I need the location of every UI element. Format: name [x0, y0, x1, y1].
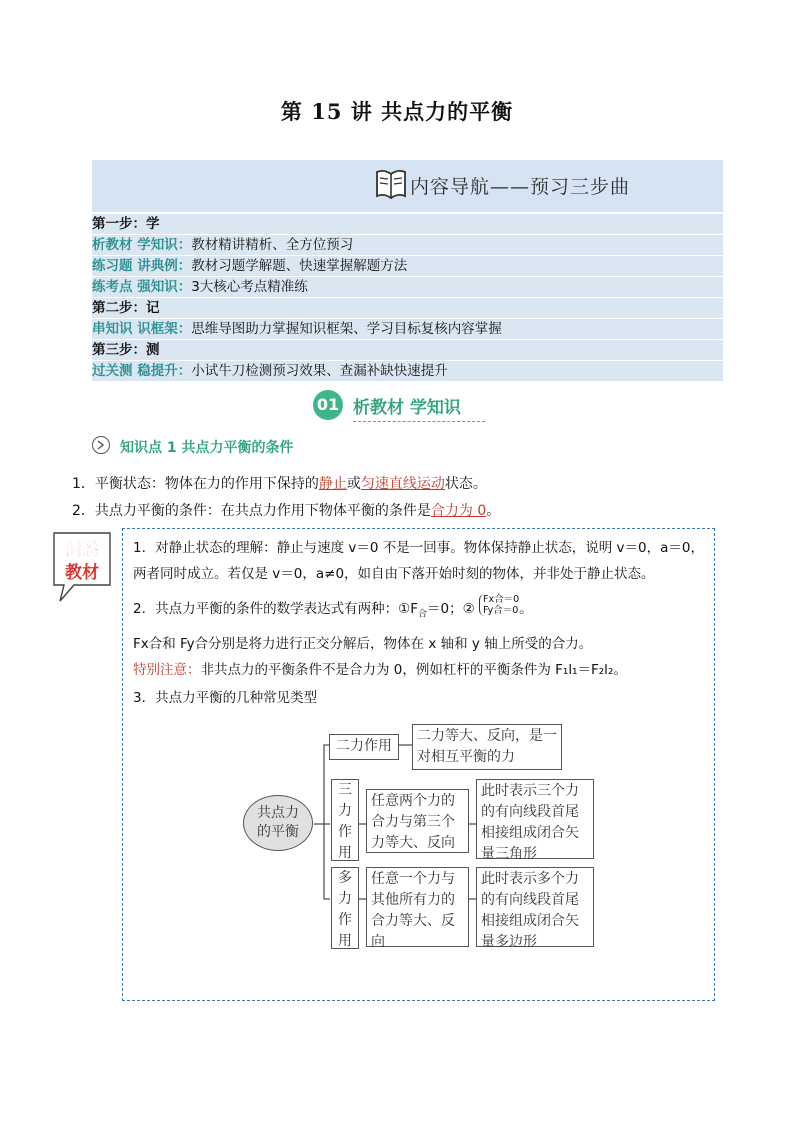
nav-row [92, 361, 723, 381]
equation-x: Fx合＝0 [482, 594, 520, 605]
diagram-multi-force-mid: 任意一个力与其他所有力的合力等大、反向 [366, 867, 469, 947]
paragraph-balance-condition [72, 500, 500, 520]
content-navigation [92, 160, 723, 379]
chevron-circle-icon [92, 436, 110, 454]
diagram-three-force: 三力作用 [331, 779, 359, 861]
nav-key: 析教材 学知识： [92, 237, 192, 253]
nav-value: 小试牛刀检测预习效果、查漏补缺快速提升 [191, 363, 448, 379]
box-line-4: Fx合和 Fy合分别是将力进行正交分解后，物体在 x 轴和 y 轴上所受的合力。 [133, 636, 593, 652]
equation-system [479, 594, 519, 616]
paragraph-balance-state [72, 473, 487, 493]
nav-header-text: 内容导航——预习三步曲 [410, 176, 631, 198]
nav-row [92, 319, 723, 339]
section-number: 01 [313, 390, 343, 420]
nav-row [92, 298, 723, 318]
special-note-label: 特别注意： [133, 662, 201, 678]
equation-y: Fy合＝0 [482, 605, 519, 616]
nav-row [92, 340, 723, 360]
page-title: 第 15 讲 共点力的平衡 [280, 99, 514, 124]
box-line-6: 3．共点力平衡的几种常见类型 [133, 690, 318, 706]
badge-line2: 教材 [65, 563, 99, 583]
insight-badge [52, 531, 112, 603]
diagram-three-force-desc: 此时表示三个力的有向线段首尾相接组成闭合矢量三角形 [476, 779, 594, 859]
diagram-two-force: 二力作用 [329, 734, 399, 760]
answer-underline: 静止 [318, 476, 347, 492]
nav-row [92, 235, 723, 255]
diagram-root: 共点力的平衡 [243, 795, 313, 851]
knowledge-point-title: 知识点 1 共点力平衡的条件 [120, 440, 294, 456]
box-line-3 [133, 594, 533, 620]
book-icon [375, 168, 407, 202]
nav-row [92, 256, 723, 276]
box-line-2: 两者同时成立。若仅是 v＝0，a≠0，如自由下落开始时刻的物体，并非处于静止状态。 [133, 566, 655, 582]
text: 1．平衡状态：物体在力的作用下保持的 [72, 476, 319, 492]
badge-line1: 洞悉 [65, 540, 99, 560]
nav-header [92, 160, 723, 212]
nav-key: 练习题 讲典例： [92, 258, 192, 274]
nav-step: 第三步：测 [92, 342, 160, 358]
section-heading [313, 390, 485, 422]
nav-row [92, 277, 723, 297]
text: 2．共点力平衡的条件：在共点力作用下物体平衡的条件是 [72, 503, 431, 519]
nav-step: 第一步：学 [92, 216, 160, 232]
speech-bubble-icon [52, 531, 112, 603]
nav-value: 3大核心考点精准练 [191, 279, 308, 295]
nav-row [92, 214, 723, 234]
diagram-multi-force: 多力作用 [331, 867, 359, 949]
text: 。 [519, 601, 533, 617]
diagram-three-force-mid: 任意两个力的合力与第三个力等大、反向 [366, 789, 469, 853]
text: 非共点力的平衡条件不是合力为 0，例如杠杆的平衡条件为 F₁l₁＝F₂l₂。 [200, 662, 627, 678]
subscript: 合 [417, 609, 427, 620]
diagram-two-force-desc: 二力等大、反向，是一对相互平衡的力 [412, 724, 562, 770]
nav-value: 教材精讲精析、全方位预习 [191, 237, 354, 253]
nav-key: 串知识 识框架： [92, 321, 192, 337]
diagram-multi-force-desc: 此时表示多个力的有向线段首尾相接组成闭合矢量多边形 [476, 867, 594, 947]
text: 或 [346, 476, 361, 492]
nav-key: 练考点 强知识： [92, 279, 192, 295]
answer-underline: 合力为 0 [430, 503, 487, 519]
nav-value: 思维导图助力掌握知识框架、学习目标复核内容掌握 [191, 321, 502, 337]
nav-key: 过关测 稳提升： [92, 363, 192, 379]
box-line-5 [133, 658, 627, 678]
nav-step: 第二步：记 [92, 300, 160, 316]
nav-value: 教材习题学解题、快速掌握解题方法 [191, 258, 408, 274]
text: 2．共点力平衡的条件的数学表达式有两种：①F [133, 601, 418, 617]
section-underline [353, 421, 485, 422]
text: 。 [486, 503, 501, 519]
section-label: 析教材 学知识 [353, 398, 461, 418]
answer-underline: 匀速直线运动 [360, 476, 445, 492]
box-line-1: 1．对静止状态的理解：静止与速度 v＝0 不是一回事。物体保持静止状态，说明 v＝0，a＝0， [133, 540, 704, 556]
text: ＝0；② [426, 601, 475, 617]
text: 状态。 [444, 476, 487, 492]
